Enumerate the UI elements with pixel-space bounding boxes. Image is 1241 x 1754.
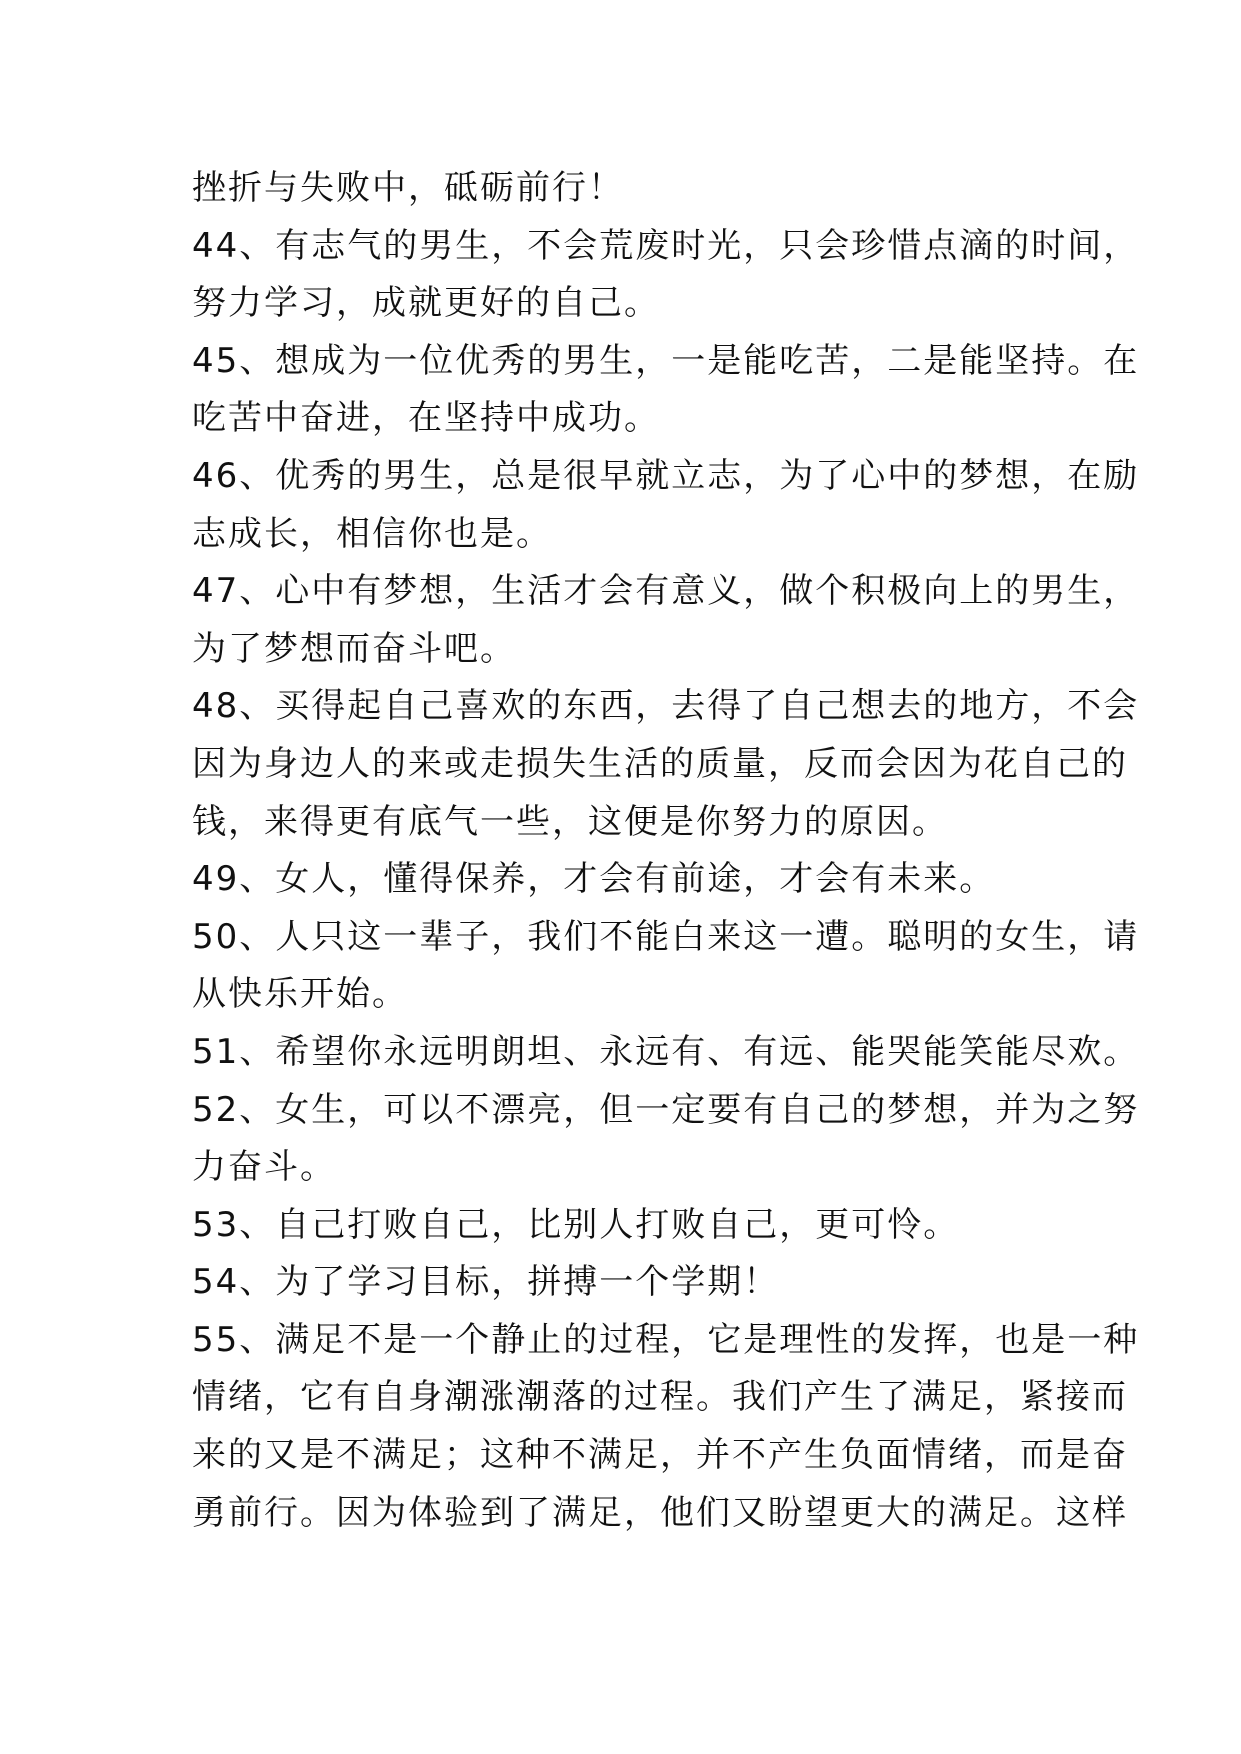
text-line: 从快乐开始。	[192, 974, 408, 1015]
text-line: 55、满足不是一个静止的过程，它是理性的发挥，也是一种	[192, 1319, 1140, 1360]
text-line: 51、希望你永远明朗坦、永远有、有远、能哭能笑能尽欢。	[192, 1031, 1140, 1072]
text-line: 吃苦中奋进，在坚持中成功。	[192, 398, 660, 439]
text-line: 挫折与失败中，砥砺前行！	[192, 168, 624, 208]
text-line: 为了梦想而奋斗吧。	[192, 628, 516, 669]
text-line: 54、为了学习目标，拼搏一个学期！	[192, 1262, 780, 1303]
text-line: 勇前行。因为体验到了满足，他们又盼望更大的满足。这样	[192, 1492, 1128, 1533]
text-line: 因为身边人的来或走损失生活的质量，反而会因为花自己的	[192, 743, 1128, 784]
text-line: 钱，来得更有底气一些，这便是你努力的原因。	[192, 801, 948, 842]
text-line: 49、女人，懂得保养，才会有前途，才会有未来。	[192, 859, 996, 900]
text-line: 53、自己打败自己，比别人打败自己，更可怜。	[192, 1204, 960, 1245]
text-line: 努力学习，成就更好的自己。	[192, 283, 660, 324]
text-line: 47、心中有梦想，生活才会有意义，做个积极向上的男生，	[192, 571, 1140, 612]
text-line: 志成长，相信你也是。	[192, 513, 552, 554]
document-body	[192, 160, 1140, 1542]
text-line: 45、想成为一位优秀的男生，一是能吃苦，二是能坚持。在	[192, 340, 1140, 381]
text-line: 来的又是不满足；这种不满足，并不产生负面情绪，而是奋	[192, 1435, 1128, 1476]
text-line: 48、买得起自己喜欢的东西，去得了自己想去的地方，不会	[192, 686, 1140, 727]
text-line: 50、人只这一辈子，我们不能白来这一遭。聪明的女生，请	[192, 916, 1140, 957]
text-line: 46、优秀的男生，总是很早就立志，为了心中的梦想，在励	[192, 455, 1140, 496]
text-line: 44、有志气的男生，不会荒废时光，只会珍惜点滴的时间，	[192, 225, 1140, 266]
text-line: 力奋斗。	[192, 1147, 336, 1188]
text-line: 情绪，它有自身潮涨潮落的过程。我们产生了满足，紧接而	[192, 1377, 1128, 1418]
text-line: 52、女生，可以不漂亮，但一定要有自己的梦想，并为之努	[192, 1089, 1140, 1130]
